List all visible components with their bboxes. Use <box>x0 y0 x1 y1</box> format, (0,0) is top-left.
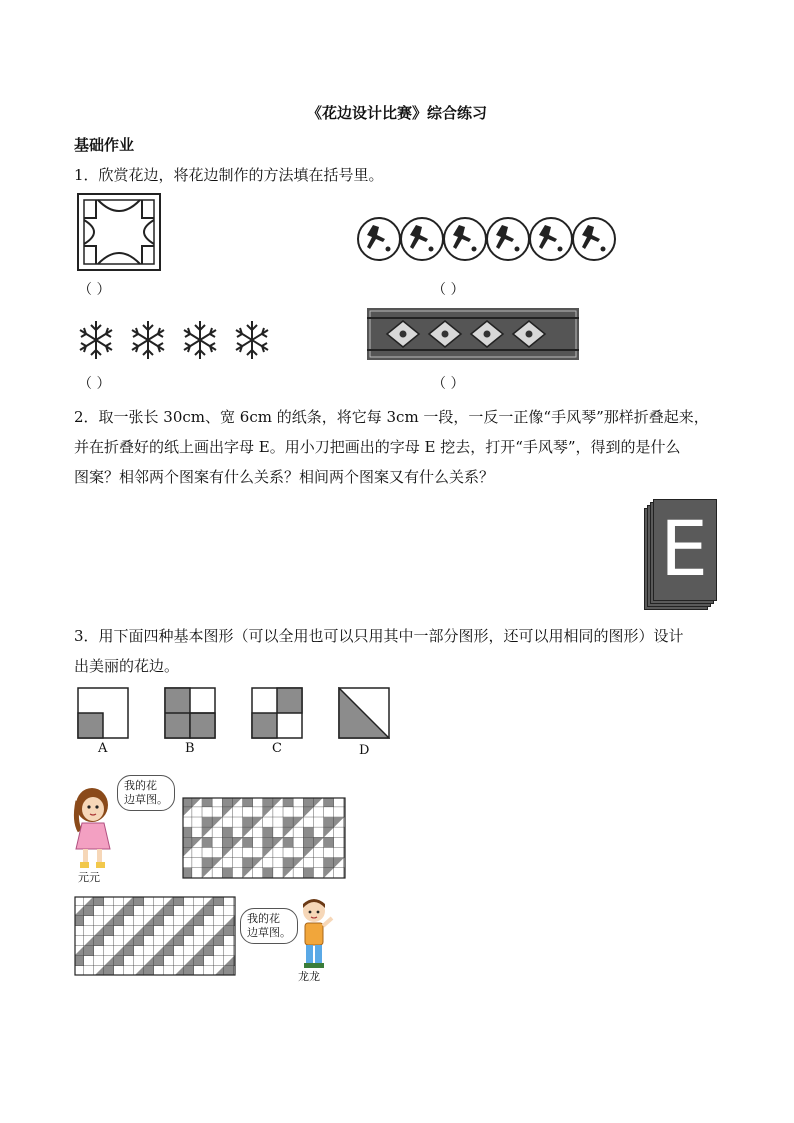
question-3-line-1: 3．用下面四种基本图形（可以全用也可以只用其中一部分图形，还可以用相同的图形）设计 <box>74 627 684 645</box>
answer-blank-1a[interactable]: （ ） <box>78 282 111 298</box>
yuanyuan-border-sketch <box>182 797 346 879</box>
basic-shape-a <box>77 687 129 739</box>
section-heading: 基础作业 <box>74 136 135 154</box>
shape-label-a: A <box>98 741 108 756</box>
shape-label-c: C <box>272 741 282 756</box>
letter-e: E <box>659 504 709 593</box>
name-yuanyuan: 元元 <box>78 871 100 884</box>
basic-shape-d <box>338 687 390 739</box>
basic-shape-b <box>164 687 216 739</box>
runner-circles-figure <box>355 215 625 263</box>
name-longlong: 龙龙 <box>298 970 320 983</box>
question-1-text: 1．欣赏花边，将花边制作的方法填在括号里。 <box>74 166 384 184</box>
basic-shape-c <box>251 687 303 739</box>
question-2-line-3: 图案？相邻两个图案有什么关系？相间两个图案又有什么关系？ <box>74 468 495 486</box>
diamond-band-figure <box>367 308 579 360</box>
square-frame-figure <box>76 192 162 272</box>
bubble-line-1: 我的花 <box>247 912 280 925</box>
folded-paper-figure <box>644 498 718 610</box>
question-3-line-2: 出美丽的花边。 <box>74 657 180 675</box>
question-2-line-1: 2．取一张长 30cm、宽 6cm 的纸条，将它每 3cm 一段，一反一正像“手风琴”那样折叠起来， <box>74 408 709 426</box>
shape-label-d: D <box>359 743 370 758</box>
bubble-line-2: 边草图。 <box>247 926 291 939</box>
boy-longlong-illustration <box>294 898 338 974</box>
answer-blank-1c[interactable]: （ ） <box>78 376 111 392</box>
bubble-line-1: 我的花 <box>124 779 157 792</box>
girl-yuanyuan-illustration <box>70 785 118 873</box>
bubble-line-2: 边草图。 <box>124 793 168 806</box>
answer-blank-1b[interactable]: （ ） <box>432 282 465 298</box>
speech-bubble-yuanyuan <box>117 775 175 811</box>
page-title: 《花边设计比赛》综合练习 <box>306 104 487 122</box>
speech-bubble-longlong <box>240 908 298 944</box>
longlong-border-sketch <box>74 896 236 976</box>
shape-label-b: B <box>185 741 195 756</box>
question-2-line-2: 并在折叠好的纸上画出字母 E。用小刀把画出的字母 E 挖去，打开“手风琴”，得到的是什么 <box>74 438 681 456</box>
answer-blank-1d[interactable]: （ ） <box>432 376 465 392</box>
snowflakes-figure <box>72 318 278 364</box>
